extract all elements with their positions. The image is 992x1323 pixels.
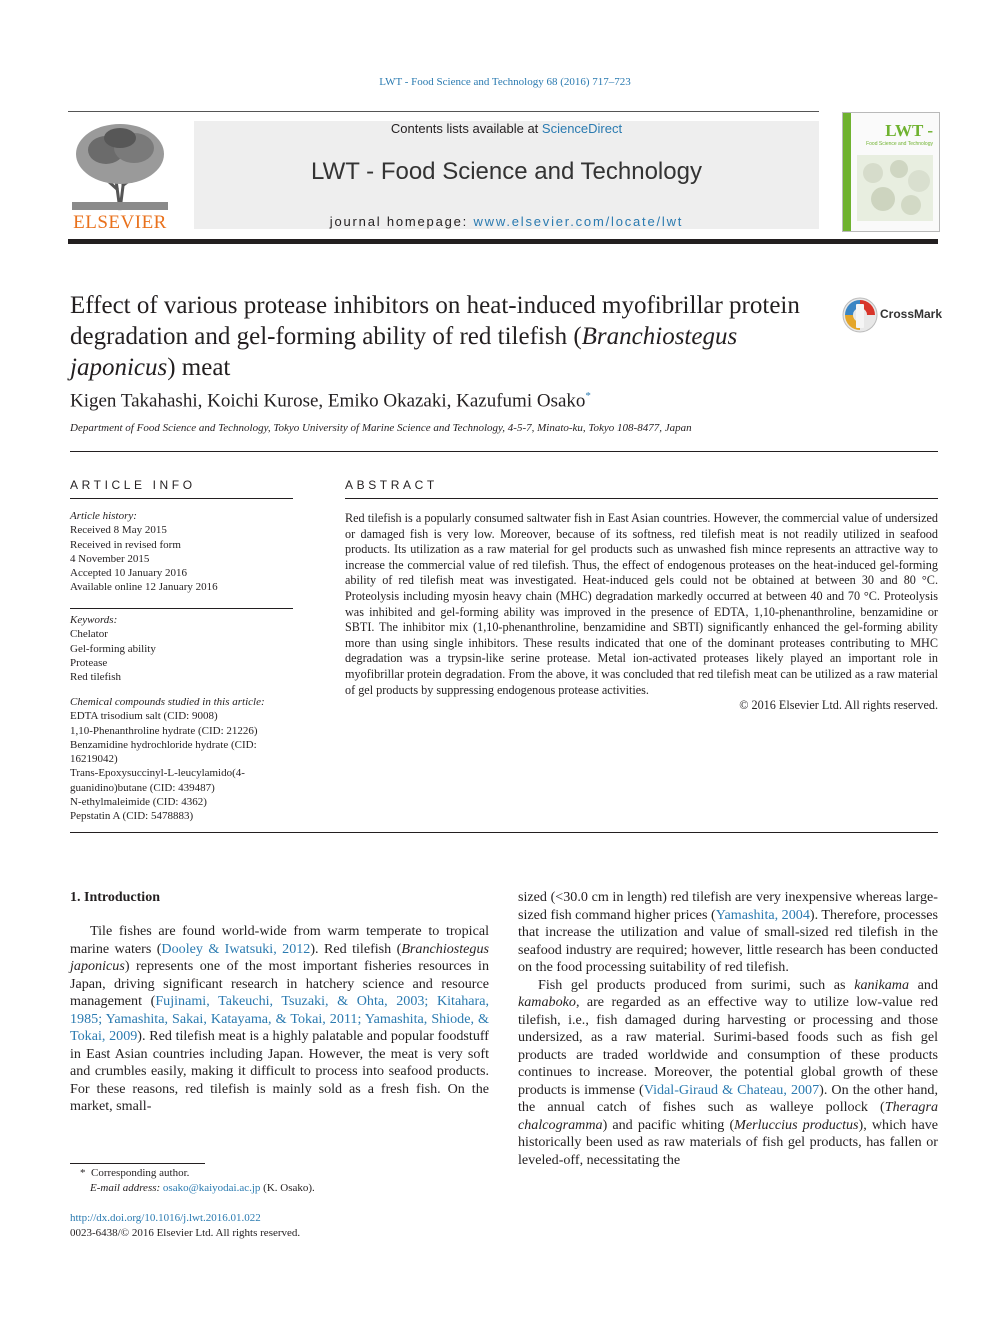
- cover-title: LWT -: [885, 121, 933, 140]
- corresponding-mark[interactable]: *: [585, 390, 591, 402]
- abstract-bottom-rule: [70, 832, 938, 833]
- intro-paragraph-2: [518, 977, 938, 1170]
- history-item: Received in revised form: [70, 538, 181, 551]
- crossmark-badge[interactable]: [842, 296, 942, 334]
- body-text: ) represents one of the most important fisheries resources in Japan, driving significant research in hatchery science and resource management (: [70, 958, 489, 1009]
- journal-cover-thumbnail[interactable]: [842, 112, 940, 232]
- keyword: Chelator: [70, 628, 108, 641]
- title-species: Branchiostegus japonicus: [70, 323, 738, 381]
- elsevier-wordmark: ELSEVIER: [73, 212, 167, 233]
- keyword: Red tilefish: [70, 671, 122, 684]
- abstract-heading: ABSTRACT: [345, 478, 438, 492]
- article-info-rule: [70, 498, 293, 499]
- homepage-line: [194, 214, 819, 229]
- abstract-body: [345, 511, 938, 714]
- doi-link[interactable]: http://dx.doi.org/10.1016/j.lwt.2016.01.022: [70, 1212, 261, 1224]
- article-info-heading: ARTICLE INFO: [70, 478, 196, 492]
- footnote-mark: *: [80, 1167, 86, 1179]
- title-part-1: Effect of various protease inhibitors on heat-induced myofibrillar protein degradation and gel-forming ability of red tilefish (: [70, 292, 800, 350]
- intro-paragraph-1-cont: [518, 889, 938, 977]
- cover-strip: [843, 113, 851, 231]
- journal-citation[interactable]: LWT - Food Science and Technology 68 (2016) 717–723: [379, 76, 631, 88]
- contents-prefix: Contents lists available at: [390, 121, 542, 136]
- introduction-heading: 1. Introduction: [70, 890, 160, 905]
- elsevier-logo[interactable]: [68, 120, 172, 234]
- italic-term: kanikama: [854, 976, 909, 993]
- compound: Benzamidine hydrochloride hydrate (CID:: [70, 738, 257, 751]
- intro-paragraph-1: [70, 923, 489, 1116]
- compound: EDTA trisodium salt (CID: 9008): [70, 710, 218, 723]
- compound: 1,10-Phenanthroline hydrate (CID: 21226): [70, 724, 258, 737]
- footnote-rule: [70, 1163, 205, 1164]
- italic-term: Merluccius productus: [734, 1116, 859, 1133]
- crossmark-icon: [842, 296, 878, 334]
- sciencedirect-link[interactable]: ScienceDirect: [541, 121, 623, 136]
- chemical-compounds: [70, 695, 300, 824]
- compound: Pepstatin A (CID: 5478883): [70, 810, 194, 823]
- authors-text[interactable]: Kigen Takahashi, Koichi Kurose, Emiko Okazaki, Kazufumi Osako: [70, 390, 586, 412]
- history-item: Accepted 10 January 2016: [70, 567, 187, 580]
- issn-line: 0023-6438/© 2016 Elsevier Ltd. All rights reserved.: [70, 1227, 301, 1239]
- footnote-corresponding: Corresponding author.: [91, 1167, 190, 1179]
- italic-term: Theragra chalcogramma: [518, 1099, 938, 1133]
- reference-link[interactable]: Fujinami, Takeuchi, Tsuzaki, & Ohta, 2003; Kitahara, 1985; Yamashita, Sakai, Katayama, & Tokai, 2011; Yamashita, Shiode, & Tokai, 2009: [70, 993, 489, 1044]
- doi-block: [70, 1211, 300, 1241]
- reference-link[interactable]: Vidal-Giraud & Chateau, 2007: [643, 1081, 820, 1098]
- history-label: Article history:: [70, 510, 137, 522]
- author-list: [70, 390, 591, 412]
- compound: Trans-Epoxysuccinyl-L-leucylamido(4-: [70, 767, 245, 780]
- history-item: Received 8 May 2015: [70, 524, 167, 537]
- keyword: Gel-forming ability: [70, 642, 156, 655]
- email-label: E-mail address:: [90, 1182, 161, 1194]
- body-text: , are regarded as an effective way to utilize low-value red tilefish, i.e., fish damaged during harvesting or processing and those undersized, as a raw material. Surimi-based foods such as fish gel products are traded worldwide and consumption of these products continues to increase. Moreover, the potential global growth of these products is immense (: [518, 994, 938, 1098]
- abstract-text: Red tilefish is a popularly consumed saltwater fish in East Asian countries. However, the commercial value of undersized or damaged fish is very low. Moreover, because of its softness, red tilefish meat is not readily utilized in seafood products. Its utilization as a raw material for gel products such as unwashed fish mince represents an attractive way to increase the commercial value of red tilefish. Thus, the effect of endogenous proteases on the heat-induced gel-forming ability of red tilefish meat was investigated. Heat-induced gels could not be obtained at between 30 and 80 °C. Proteolysis including myosin heavy chain (MHC) degradation markedly occurred at between 40 and 70 °C. Proteolysis was inhibited and gel-forming ability was improved in the presence of EDTA, 1,10-phenanthroline, benzamidine or SBTI. The inhibitor mix (1,10-phenanthroline, benzamidine and SBTI) significantly enhanced the gel-forming ability more than using single inhibitors. These results indicated that one of the dominant proteases contributing to MHC degradation was a trypsin-like serine protease. Metal ion-activated proteases likely played an important role in myofibrillar protein degradation. From the above, it was concluded that red tilefish meat can be utilized as a raw material of gel products by suppressing endogenous protease activities.: [345, 511, 938, 697]
- body-text: ). On the other hand, the annual catch of fishes such as walleye pollock (: [518, 1081, 938, 1115]
- italic-term: kamaboko: [518, 994, 576, 1010]
- body-text: ). Therefore, processes that increase the utilization and value of small-sized red tilefish in the seafood industry are required; however, little research has been conducted on the food processing suitability of red tilefish.: [518, 906, 939, 975]
- compounds-label: Chemical compounds studied in this article:: [70, 696, 265, 708]
- cover-image-icon: [857, 155, 933, 221]
- italic-term: Branchiostegus japonicus: [70, 940, 490, 974]
- title-part-2: ) meat: [167, 354, 231, 381]
- email-suffix: (K. Osako).: [260, 1182, 315, 1194]
- history-item: Available online 12 January 2016: [70, 581, 218, 594]
- corresponding-footnote: [70, 1166, 315, 1196]
- keywords: [70, 613, 300, 684]
- header-thick-rule: [68, 239, 938, 244]
- intro-left-column: [70, 923, 489, 1116]
- compound: 16219042): [70, 753, 118, 766]
- body-text: ) and pacific whiting (: [602, 1116, 735, 1133]
- history-item: 4 November 2015: [70, 552, 150, 565]
- keywords-label: Keywords:: [70, 614, 118, 626]
- intro-right-column: [518, 889, 938, 1169]
- reference-link[interactable]: Yamashita, 2004: [715, 906, 810, 923]
- abstract-rule: [345, 498, 938, 499]
- article-title: [70, 290, 810, 383]
- masthead-top-rule: [68, 111, 819, 112]
- body-text: Tile fishes are found world-wide from warm temperate to tropical marine waters (: [70, 923, 489, 957]
- abstract-copyright: © 2016 Elsevier Ltd. All rights reserved.: [739, 698, 938, 713]
- affiliation: Department of Food Science and Technology, Tokyo University of Marine Science and Technology, 4-5-7, Minato-ku, Tokyo 108-8477, Japan: [70, 422, 692, 434]
- keyword: Protease: [70, 656, 108, 669]
- journal-name: LWT - Food Science and Technology: [311, 158, 702, 185]
- reference-link[interactable]: Dooley & Iwatsuki, 2012: [161, 940, 311, 957]
- body-text: Fish gel products produced from surimi, such as: [538, 976, 855, 993]
- cover-subtitle: Food Science and Technology: [866, 141, 933, 147]
- crossmark-label: CrossMark: [880, 307, 943, 321]
- body-text: ). Red tilefish (: [310, 940, 402, 957]
- affiliation-rule: [70, 451, 938, 452]
- homepage-link[interactable]: www.elsevier.com/locate/lwt: [473, 214, 684, 229]
- homepage-prefix: journal homepage:: [329, 214, 474, 229]
- tree-logo-icon: [68, 120, 172, 212]
- email-link[interactable]: osako@kaiyodai.ac.jp: [162, 1182, 261, 1194]
- keywords-rule: [70, 608, 293, 609]
- contents-line: [194, 121, 819, 136]
- article-history: [70, 509, 300, 595]
- body-text: ). Red tilefish meat is a highly palatable and popular foodstuff in East Asian countries including Japan. However, the meat is very soft and crumbles easily, making it difficult to process into seafood products. For these reasons, red tilefish is mainly sold as a fresh fish. On the market, small-: [70, 1028, 489, 1114]
- body-text: and: [909, 976, 938, 993]
- compound: guanidino)butane (CID: 439487): [70, 781, 215, 794]
- body-text: ), which have historically been used as raw materials of fish gel products, has fallen or leveled-off, necessitating the: [518, 1116, 939, 1168]
- compound: N-ethylmaleimide (CID: 4362): [70, 796, 207, 809]
- body-text: sized (<30.0 cm in length) red tilefish are very inexpensive whereas large-sized fish command higher prices (: [518, 889, 938, 923]
